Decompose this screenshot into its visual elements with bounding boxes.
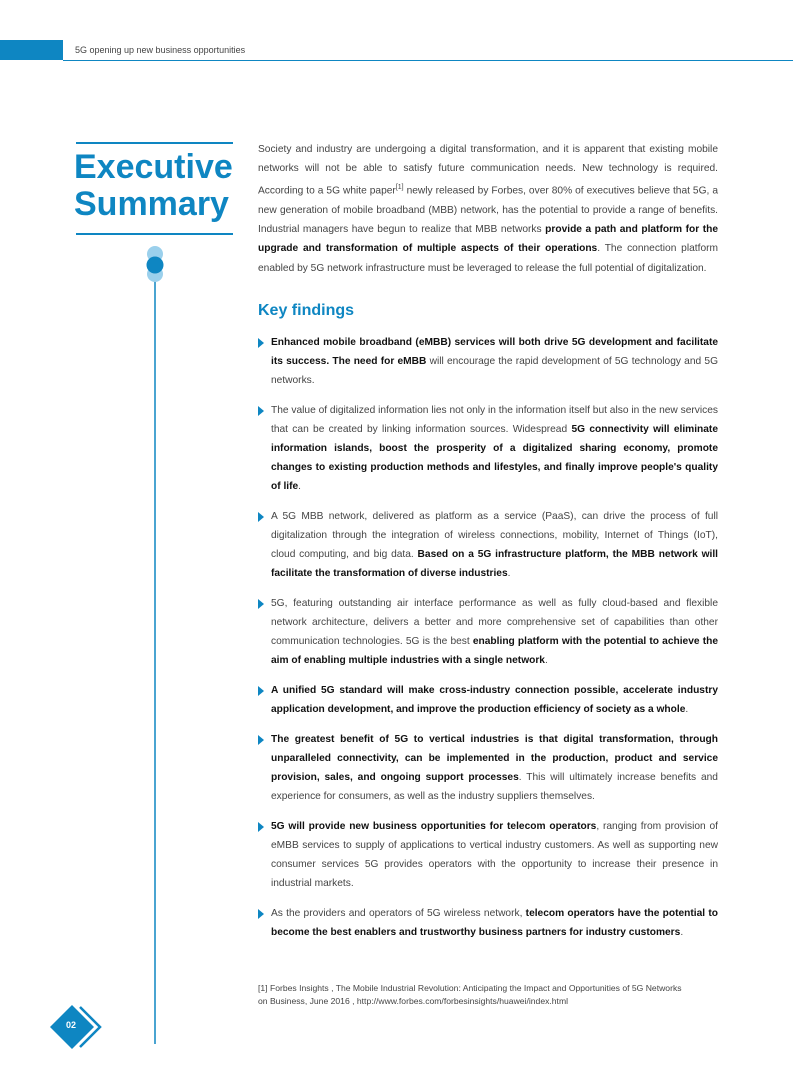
finding-item: 5G, featuring outstanding air interface performance as well as fully cloud-based and flexible network architecture, delivers a better and more comprehensive set of capabilities than other communication technologies. 5G is the best enabling platform with the potential to achieve the aim of enabling multiple industries with a single network. [258, 594, 718, 670]
section-title-rule-top [76, 142, 233, 144]
bullet-triangle-icon [258, 686, 264, 696]
header-rule [63, 60, 793, 61]
timeline-decoration [145, 244, 165, 1044]
finding-item: The greatest benefit of 5G to vertical industries is that digital transformation, through unparalleled connectivity, can be implemented in the production, product and service provision, sales, and ongoing support processes. This will ultimately increase benefits and experience for consumers, as well as the industry suppliers themselves. [258, 730, 718, 806]
key-findings-list [258, 333, 718, 953]
finding-item: 5G will provide new business opportunities for telecom operators, ranging from provision of eMBB services to supply of applications to vertical industry customers. As well as supporting new consumer services 5G provides operators with the opportunity to increase their presence in industrial markets. [258, 817, 718, 893]
finding-item: Enhanced mobile broadband (eMBB) services will both drive 5G development and facilitate its success. The need for eMBB will encourage the rapid development of 5G technology and 5G networks. [258, 333, 718, 390]
header-title: 5G opening up new business opportunities [75, 45, 246, 55]
key-findings-heading: Key findings [258, 302, 355, 319]
section-title [74, 149, 244, 223]
footnote-ref: [1] [395, 184, 404, 192]
footnote-line2: on Business, June 2016 , http://www.forbes.com/forbesinsights/huawei/index.html [258, 996, 569, 1006]
bullet-triangle-icon [258, 512, 264, 522]
header-accent-bar [0, 40, 63, 60]
bullet-triangle-icon [258, 909, 264, 919]
bullet-triangle-icon [258, 406, 264, 416]
finding-item: A 5G MBB network, delivered as platform as a service (PaaS), can drive the process of full digitalization through the integration of wireless connections, mobility, Internet of Things (IoT), cloud computing, and big data. Based on a 5G infrastructure platform, the MBB network will facilitate the transformation of diverse industries. [258, 507, 718, 583]
section-title-line2: Summary [74, 185, 229, 223]
bullet-triangle-icon [258, 735, 264, 745]
intro-paragraph: Society and industry are undergoing a digital transformation, and it is apparent that existing mobile networks will not be able to satisfy future communication needs. New technology is required. According to a 5G white paper[1] newly released by Forbes, over 80% of executives believe that 5G, a new generation of mobile broadband (MBB) network, has the potential to provide a range of benefits. Industrial managers have begun to realize that MBB networks provide a path and platform for the upgrade and transformation of multiple aspects of their operations. The connection platform enabled by 5G network infrastructure must be leveraged to release the full potential of digitalization. [258, 144, 719, 274]
bullet-triangle-icon [258, 822, 264, 832]
bullet-triangle-icon [258, 599, 264, 609]
bullet-triangle-icon [258, 338, 264, 348]
footnote [258, 982, 728, 1008]
section-title-line1: Executive [74, 148, 233, 186]
timeline-node-center [147, 257, 164, 274]
finding-item: As the providers and operators of 5G wireless network, telecom operators have the potential to become the best enablers and trustworthy business partners for industry customers. [258, 904, 718, 942]
page-number: 02 [65, 1020, 76, 1030]
finding-item: A unified 5G standard will make cross-industry connection possible, accelerate industry application development, and improve the production efficiency of society as a whole. [258, 681, 718, 719]
finding-item: The value of digitalized information lies not only in the information itself but also in the new services that can be created by linking information sources. Widespread 5G connectivity will eliminate information islands, boost the prosperity of a digitalized sharing economy, promote changes to existing production methods and lifestyles, and finally improve people's quality of life. [258, 401, 718, 496]
footnote-line1: [1] Forbes Insights , The Mobile Industrial Revolution: Anticipating the Impact and Opportunities of 5G Networks [258, 983, 682, 993]
section-title-rule-bottom [76, 233, 233, 235]
